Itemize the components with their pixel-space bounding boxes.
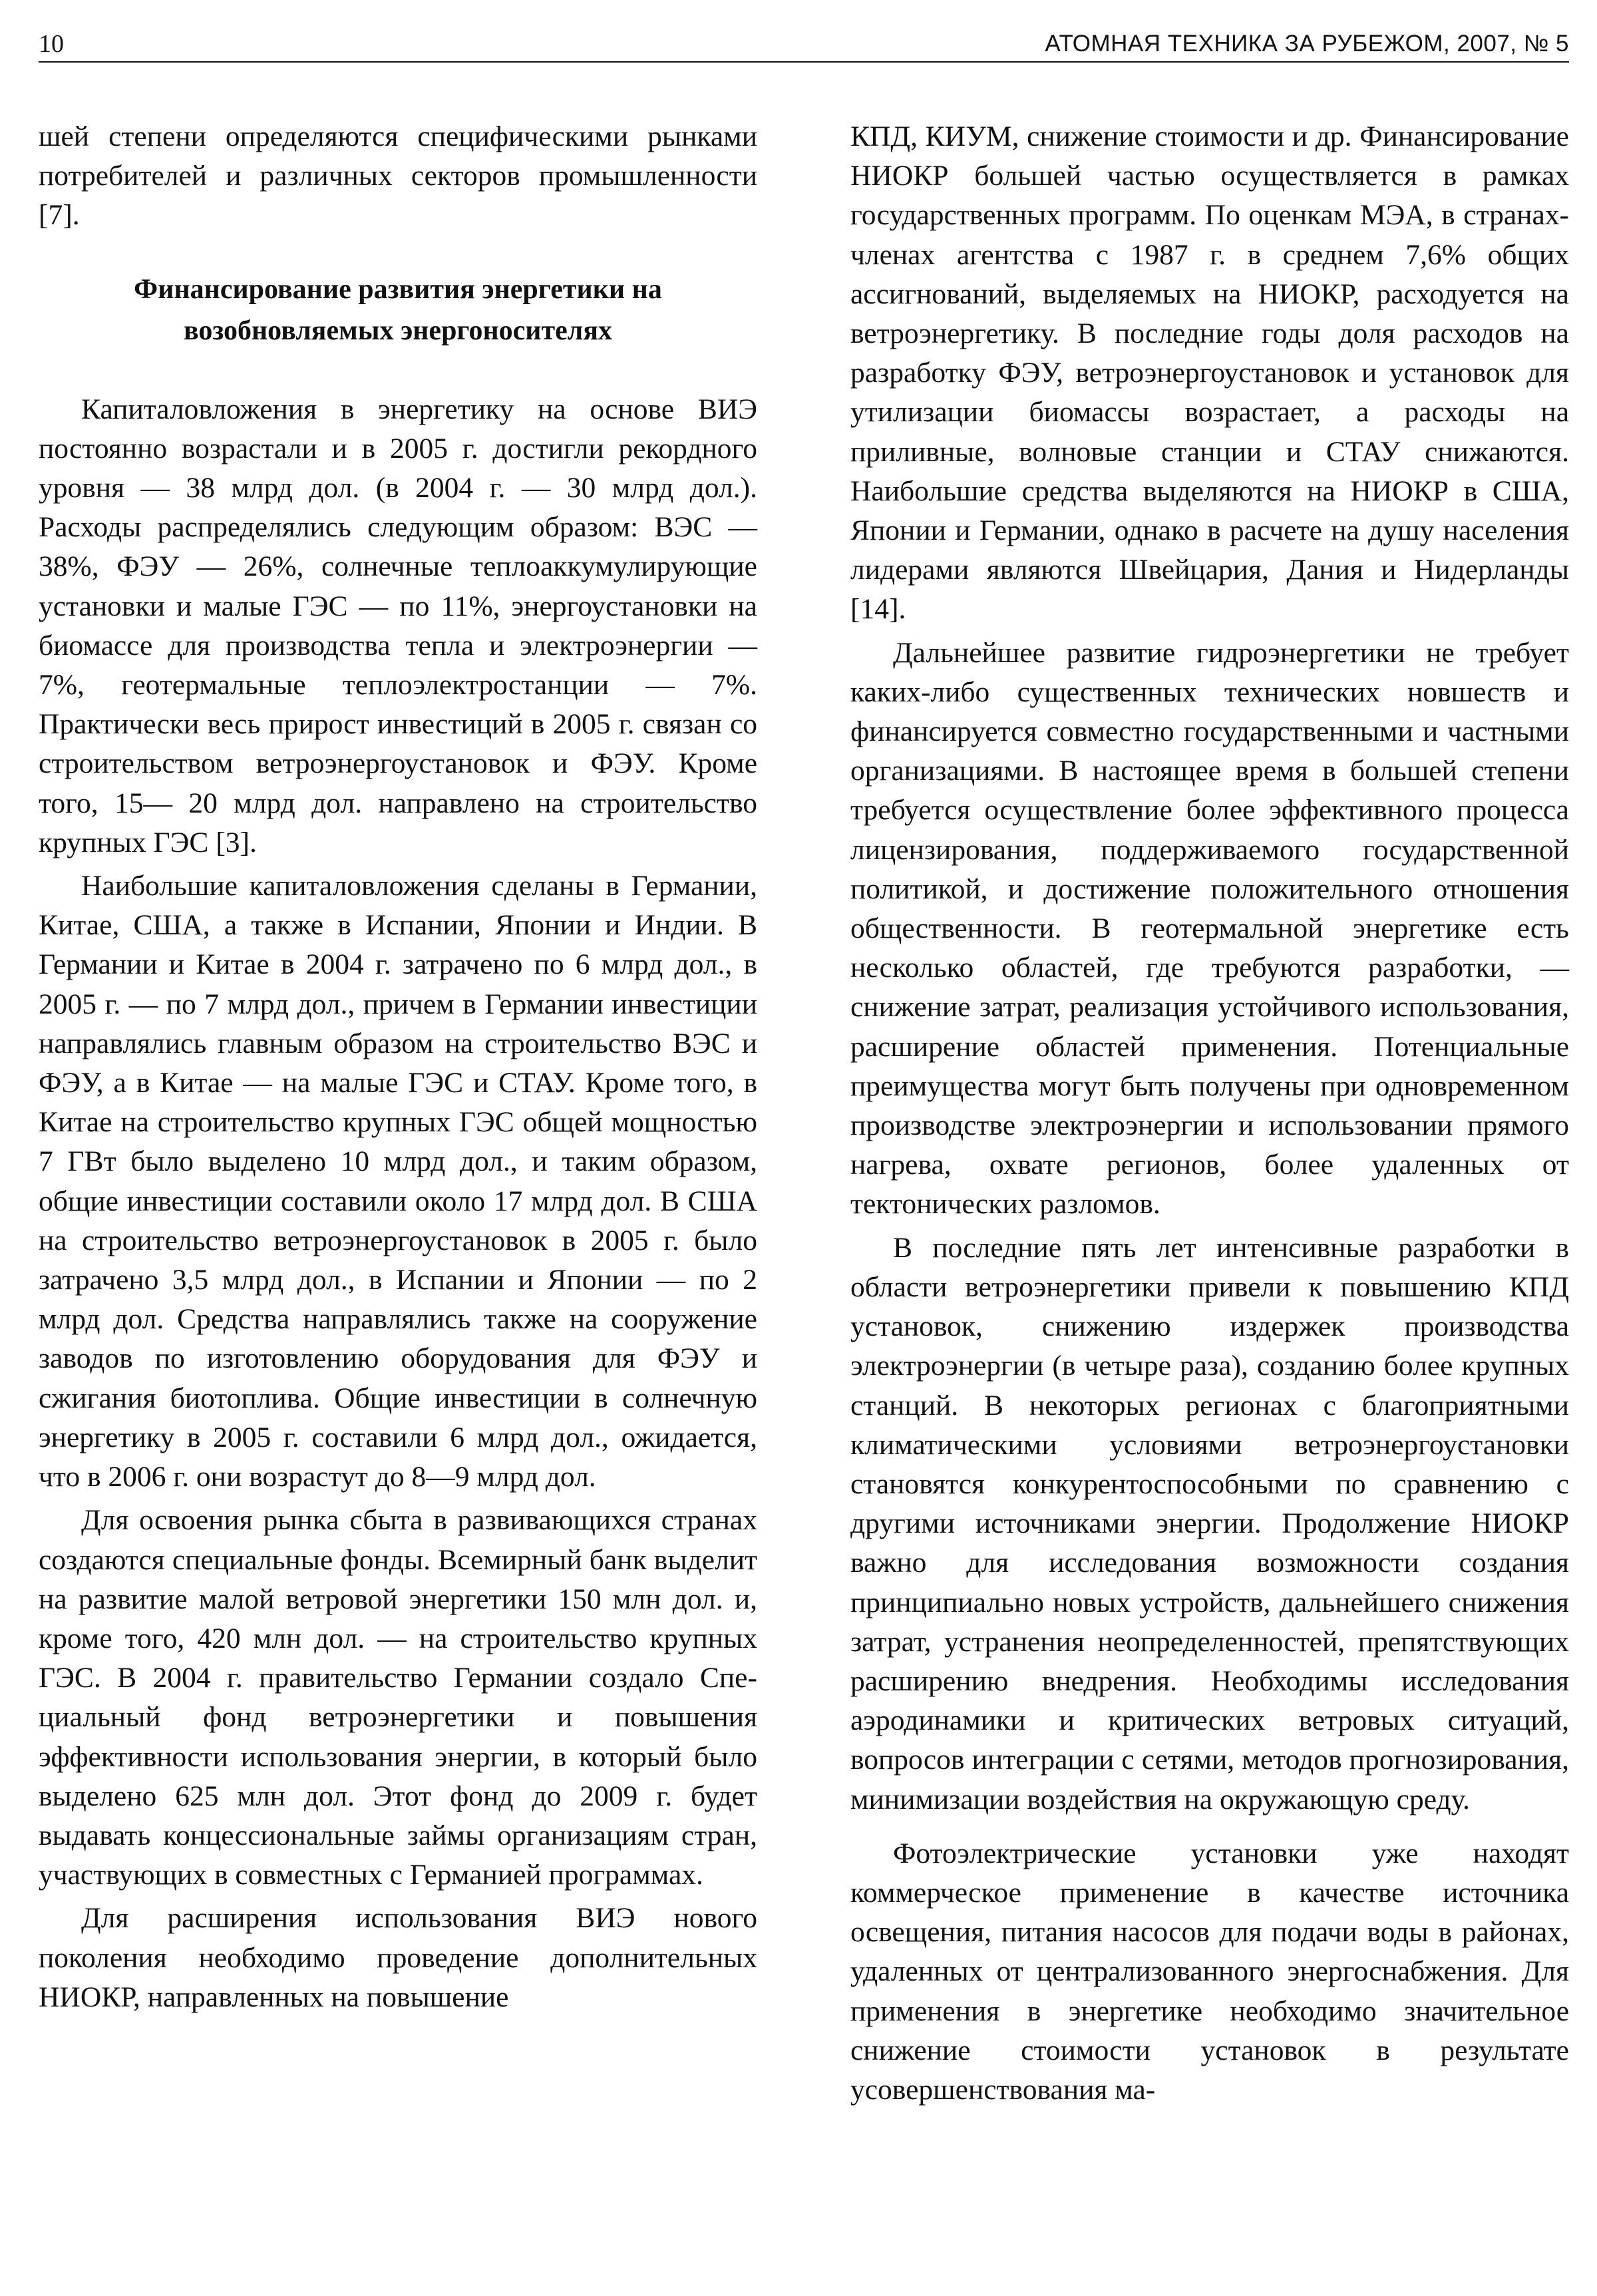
section-heading: Финансирование развития энергетики на возобновляемых энергоносителях: [134, 274, 662, 346]
page-header: [39, 29, 1569, 63]
left-column: [39, 117, 757, 2017]
right-paragraph-rnd-funding: КПД, КИУМ, снижение стоимости и др. Финансирование НИОКР большей частью осуществляется в рамках государственных программ. По оценкам МЭА, в странах-членах агентства с 1987 г. в среднем 7,6% общих ассигнований, выделяемых на НИОКР, расходуется на ветроэнергетику. В последние годы доля расходов на разработку ФЭУ, ветроэнергоустановок и установок для утилизации биомассы возрастает, а расходы на приливные, волновые станции и СТАУ снижаются. Наибольшие средства выделяются на НИОКР в США, Японии и Германии, однако в расчете на душу населения лидерами являются Швейцария, Дания и Нидерланды [14].: [850, 120, 1569, 626]
left-paragraph-funds: Для освоения рынка сбыта в развивающихся странах создаются специальные фонды. Всемирный банк выделит на развитие малой ветровой энергетики 150 млн дол. и, кроме того, 420 млн дол. — на строительство крупных ГЭС. В 2004 г. правительство Германии создало Специальный фонд ветроэнергетики и повышения эффективности использования энергии, в который было выделено 625 млн дол. Этот фонд до 2009 г. будет выдавать концессиональные займы организациям стран, участвующих в совместных с Германией программах.: [39, 1504, 757, 1891]
right-paragraph-photovoltaic: Фотоэлектрические установки уже находят коммерческое применение в качестве источника освещения, питания насосов для подачи воды в районах, удаленных от централизованного энергоснабжения. Для применения в энергетике необходимо значительное снижение стоимости установок в результате усовершенствования ма-: [850, 1837, 1569, 2106]
right-paragraph-hydro-geothermal: Дальнейшее развитие гидроэнергетики не требует каких-либо существенных технических новшеств и финансируется совместно государственными и частными организациями. В настоящее время в большей степени требуется осуществление более эффективного процесса лицензирования, поддерживаемого государственной политикой, и достижение положительного отношения общественности. В геотермальной энергетике есть несколько областей, где требуются разработки, — снижение затрат, реализация устойчивого использования, расширение областей применения. Потенциальные преимущества могут быть получены при одновременном производстве электроэнергии и использовании прямого нагрева, охвате регионов, более удаленных от тектонических разломов.: [850, 636, 1569, 1221]
left-paragraph-continuation: шей степени определяются специфическими рынками потребителей и различных секторов промышленности [7].: [39, 120, 757, 232]
left-paragraph-countries: Наибольшие капиталовложения сделаны в Германии, Китае, США, а также в Испании, Японии и Индии. В Германии и Китае в 2004 г. затрачено по 6 млрд дол., в 2005 г. — по 7 млрд дол., причем в Германии инвестиции направлялись главным образом на строительство ВЭС и ФЭУ, а в Китае — на малые ГЭС и СТАУ. Кроме того, в Китае на строительство крупных ГЭС общей мощностью 7 ГВт было выделено 10 млрд дол., и таким образом, общие инвестиции составили около 17 млрд дол. В США на строительство ветроэнергоустановок в 2005 г. было затрачено 3,5 млрд дол., в Испании и Японии — по 2 млрд дол. Средства направлялись также на сооружение заводов по изготовлению оборудования для ФЭУ и сжигания биотоплива. Общие инвестиции в солнечную энергетику в 2005 г. составили 6 млрд дол., ожидается, что в 2006 г. они возрастут до 8—9 млрд дол.: [39, 870, 757, 1493]
left-paragraph-rnd: Для расширения использования ВИЭ нового поколения необходимо проведение дополнительных НИОКР, направленных на повышение: [39, 1902, 757, 2013]
left-paragraph-investments: Капиталовложения в энергетику на основе ВИЭ постоянно возрастали и в 2005 г. достигли рекордного уровня — 38 млрд дол. (в 2004 г. — 30 млрд дол.). Расходы распределялись следующим образом: ВЭС — 38%, ФЭУ — 26%, солнечные теплоаккумулирующие установки и малые ГЭС — по 11%, энергоустановки на биомассе для производства тепла и электроэнергии — 7%, геотермальные теплоэлектростанции — 7%. Практически весь прирост инвестиций в 2005 г. связан со строительством ветроэнергоустановок и ФЭУ. Кроме того, 15— 20 млрд дол. направлено на строительство крупных ГЭС [3].: [39, 393, 757, 859]
journal-running-title: АТОМНАЯ ТЕХНИКА ЗА РУБЕЖОМ, 2007, № 5: [1045, 31, 1569, 57]
page-number: 10: [39, 30, 64, 58]
right-paragraph-wind: В последние пять лет интенсивные разработки в области ветроэнергетики привели к повышению КПД установок, снижению издержек производства электроэнергии (в четыре раза), созданию более крупных станций. В некоторых регионах с благоприятными климатическими условиями ветроэнергоустановки становятся конкурентоспособными по сравнению с другими источниками энергии. Продолжение НИОКР важно для исследования возможности создания принципиально новых устройств, дальнейшего снижения затрат, устранения неопределенностей, препятствующих расширению внедрения. Необходимы исследования аэродинамики и критических ветровых ситуаций, вопросов интеграции с сетями, методов прогнозирования, минимизации воздействия на окружающую среду.: [850, 1231, 1569, 1816]
right-column: [850, 117, 1569, 2110]
